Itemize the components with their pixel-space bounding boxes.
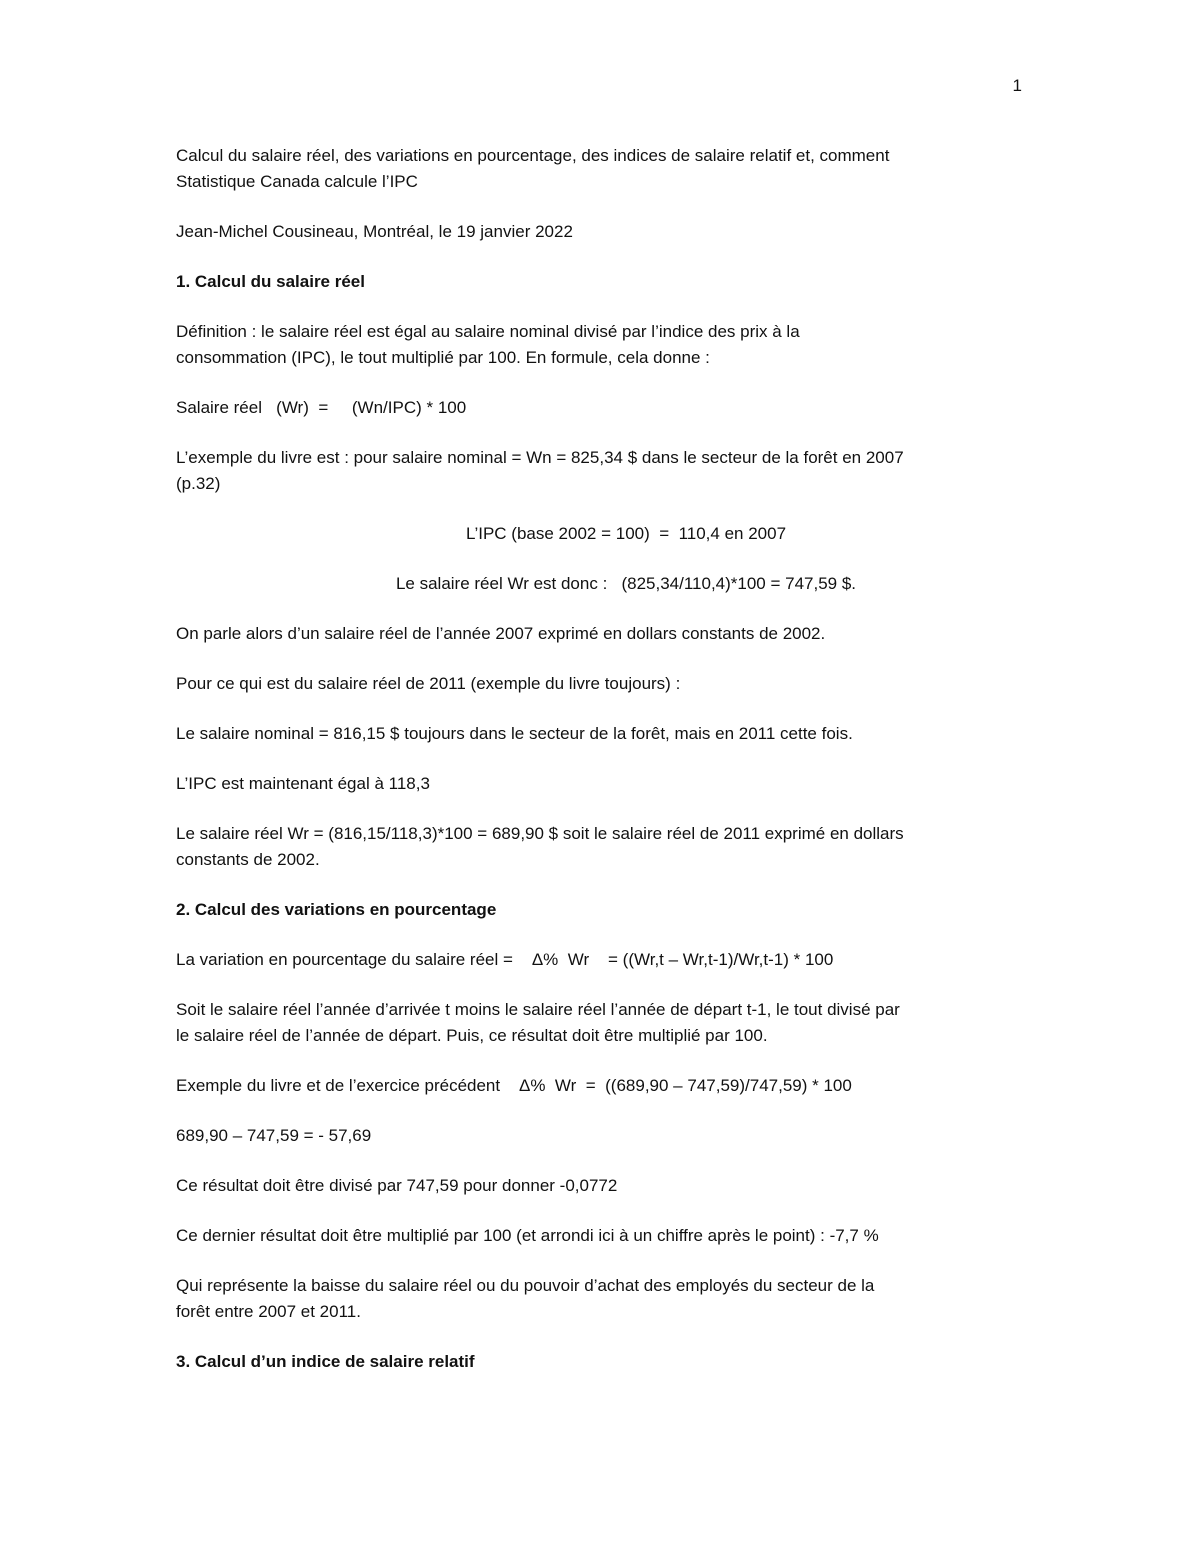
ipc-2007-line: L’IPC (base 2002 = 100) = 110,4 en 2007: [465, 524, 787, 543]
document-body: [176, 143, 1036, 1399]
example-paragraph: [176, 445, 1036, 497]
real-wage-formula: Salaire réel (Wr) = (Wn/IPC) * 100: [176, 398, 467, 417]
difference-line: 689,90 – 747,59 = - 57,69: [176, 1126, 372, 1145]
multiplication-line: Ce dernier résultat doit être multiplié par 100 (et arrondi ici à un chiffre après le point) : -7,7 %: [176, 1226, 879, 1245]
page-number: 1: [1012, 76, 1022, 95]
conclusion-line-2: forêt entre 2007 et 2011.: [176, 1302, 361, 1321]
real-wage-2011-paragraph: [176, 821, 1036, 873]
title-line-2: Statistique Canada calcule l’IPC: [176, 172, 418, 191]
ipc-2011: L’IPC est maintenant égal à 118,3: [176, 774, 430, 793]
section-3-heading: 3. Calcul d’un indice de salaire relatif: [176, 1352, 475, 1371]
real-wage-2011-line-1: Le salaire réel Wr = (816,15/118,3)*100 = 689,90 $ soit le salaire réel de 2011 exprimé en dollars: [176, 824, 904, 843]
example-line-1: L’exemple du livre est : pour salaire nominal = Wn = 825,34 $ dans le secteur de la forêt en 2007: [176, 448, 904, 467]
constant-dollars-2007: On parle alors d’un salaire réel de l’année 2007 exprimé en dollars constants de 2002.: [176, 624, 826, 643]
variation-formula: La variation en pourcentage du salaire réel = Δ% Wr = ((Wr,t – Wr,t-1)/Wr,t-1) * 100: [176, 950, 834, 969]
real-wage-2007-line: Le salaire réel Wr est donc : (825,34/110,4)*100 = 747,59 $.: [395, 574, 857, 593]
conclusion-paragraph: [176, 1273, 1036, 1325]
author-line: Jean-Michel Cousineau, Montréal, le 19 janvier 2022: [176, 222, 573, 241]
division-line: Ce résultat doit être divisé par 747,59 pour donner -0,0772: [176, 1176, 618, 1195]
nominal-wage-2011: Le salaire nominal = 816,15 $ toujours dans le secteur de la forêt, mais en 2011 cette fois.: [176, 724, 853, 743]
section-2-heading: 2. Calcul des variations en pourcentage: [176, 900, 497, 919]
document-title: [176, 143, 1036, 195]
variation-explanation-line-2: le salaire réel de l’année de départ. Puis, ce résultat doit être multiplié par 100.: [176, 1026, 768, 1045]
title-line-1: Calcul du salaire réel, des variations en pourcentage, des indices de salaire relatif et, comment: [176, 146, 890, 165]
variation-explanation-line-1: Soit le salaire réel l’année d’arrivée t moins le salaire réel l’année de départ t-1, le tout divisé par: [176, 1000, 900, 1019]
variation-example: Exemple du livre et de l’exercice précédent Δ% Wr = ((689,90 – 747,59)/747,59) * 100: [176, 1076, 852, 1095]
conclusion-line-1: Qui représente la baisse du salaire réel ou du pouvoir d’achat des employés du secteur de la: [176, 1276, 875, 1295]
definition-line-2: consommation (IPC), le tout multiplié par 100. En formule, cela donne :: [176, 348, 710, 367]
example-line-2: (p.32): [176, 474, 221, 493]
definition-paragraph: [176, 319, 1036, 371]
definition-line-1: Définition : le salaire réel est égal au salaire nominal divisé par l’indice des prix à la: [176, 322, 800, 341]
variation-explanation: [176, 997, 1036, 1049]
real-wage-2011-line-2: constants de 2002.: [176, 850, 320, 869]
section-1-heading: 1. Calcul du salaire réel: [176, 272, 365, 291]
real-wage-2011-intro: Pour ce qui est du salaire réel de 2011 (exemple du livre toujours) :: [176, 674, 681, 693]
